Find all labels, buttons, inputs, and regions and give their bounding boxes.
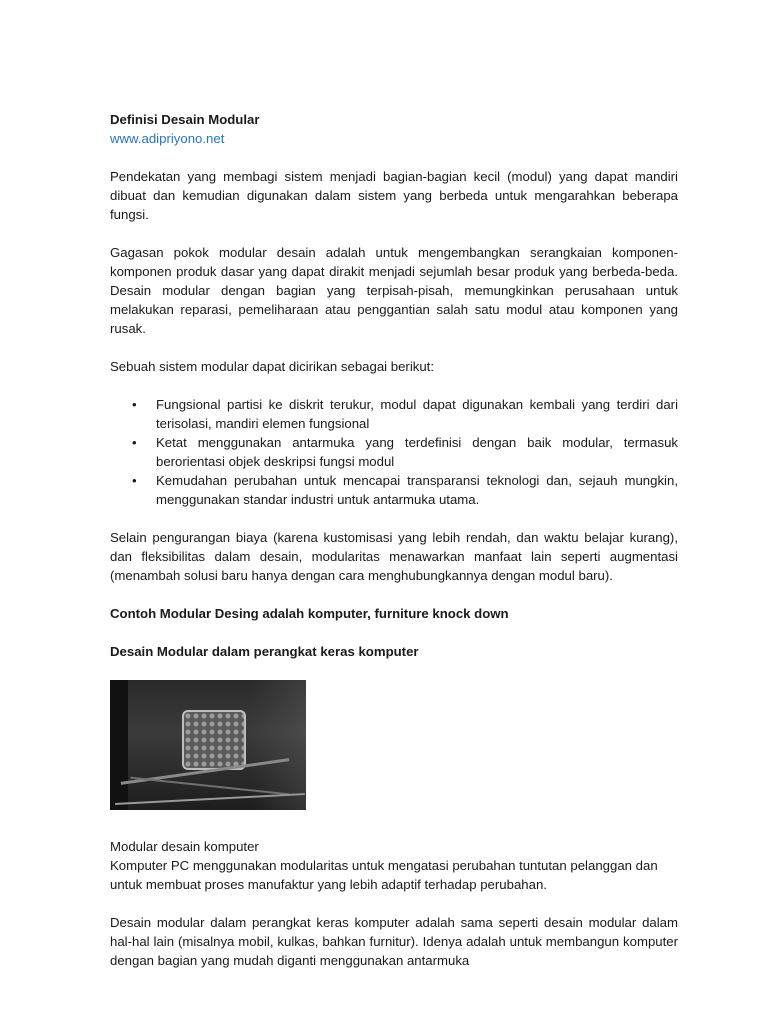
photo-fan-module: [182, 710, 246, 770]
paragraph-definition: Pendekatan yang membagi sistem menjadi bagian-bagian kecil (modul) yang dapat mandiri dibuat dan kemudian digunakan dalam sistem yang berbeda untuk mengarahkan beberapa fungsi.: [110, 169, 678, 222]
list-item: [110, 433, 678, 471]
website-link[interactable]: www.adipriyono.net: [110, 131, 225, 146]
list-item: [110, 471, 678, 509]
bullet-icon: •: [132, 397, 137, 412]
caption-title: Modular desain komputer: [110, 839, 259, 854]
list-item-text: Kemudahan perubahan untuk mencapai transparansi teknologi dan, sejauh mungkin, menggunakan standar industri untuk antarmuka utama.: [156, 473, 678, 507]
list-item: [110, 395, 678, 433]
paragraph-hardware: Desain modular dalam perangkat keras komputer adalah sama seperti desain modular dalam hal-hal lain (misalnya mobil, kulkas, bahkan furnitur). Idenya adalah untuk membangun komputer dengan bagian yang mudah diganti menggunakan antarmuka: [110, 915, 678, 968]
photo-light: [250, 680, 306, 810]
list-item-text: Fungsional partisi ke diskrit terukur, modul dapat digunakan kembali yang terdiri dari terisolasi, mandiri elemen fungsional: [156, 397, 678, 431]
bullet-icon: •: [132, 473, 137, 488]
paragraph-benefits: Selain pengurangan biaya (karena kustomisasi yang lebih rendah, dan waktu belajar kurang), dan fleksibilitas dalam desain, modularitas menawarkan manfaat lain seperti augmentasi (menambah solusi baru hanya dengan cara menghubungkannya dengan modul baru).: [110, 530, 678, 583]
heading-hardware: Desain Modular dalam perangkat keras komputer: [110, 644, 419, 659]
document-title: Definisi Desain Modular: [110, 112, 260, 127]
caption-text: Komputer PC menggunakan modularitas untuk mengatasi perubahan tuntutan pelanggan dan untuk membuat proses manufaktur yang lebih adaptif terhadap perubahan.: [110, 858, 658, 892]
computer-hardware-image: [110, 680, 306, 810]
document-body: [110, 110, 678, 970]
paragraph-list-intro: Sebuah sistem modular dapat dicirikan sebagai berikut:: [110, 359, 435, 374]
bullet-icon: •: [132, 435, 137, 450]
heading-example: Contoh Modular Desing adalah komputer, furniture knock down: [110, 606, 509, 621]
photo-case-panel: [110, 680, 128, 810]
list-item-text: Ketat menggunakan antarmuka yang terdefinisi dengan baik modular, termasuk berorientasi objek deskripsi fungsi modul: [156, 435, 678, 469]
paragraph-main-idea: Gagasan pokok modular desain adalah untuk mengembangkan serangkaian komponen-komponen produk dasar yang dapat dirakit menjadi sejumlah besar produk yang berbeda-beda. Desain modular dengan bagian yang terpisah-pisah, memungkinkan perusahaan untuk melakukan reparasi, pemeliharaan atau penggantian salah satu modul atau komponen yang rusak.: [110, 245, 678, 336]
spacer: [110, 810, 678, 829]
feature-list: [110, 395, 678, 509]
